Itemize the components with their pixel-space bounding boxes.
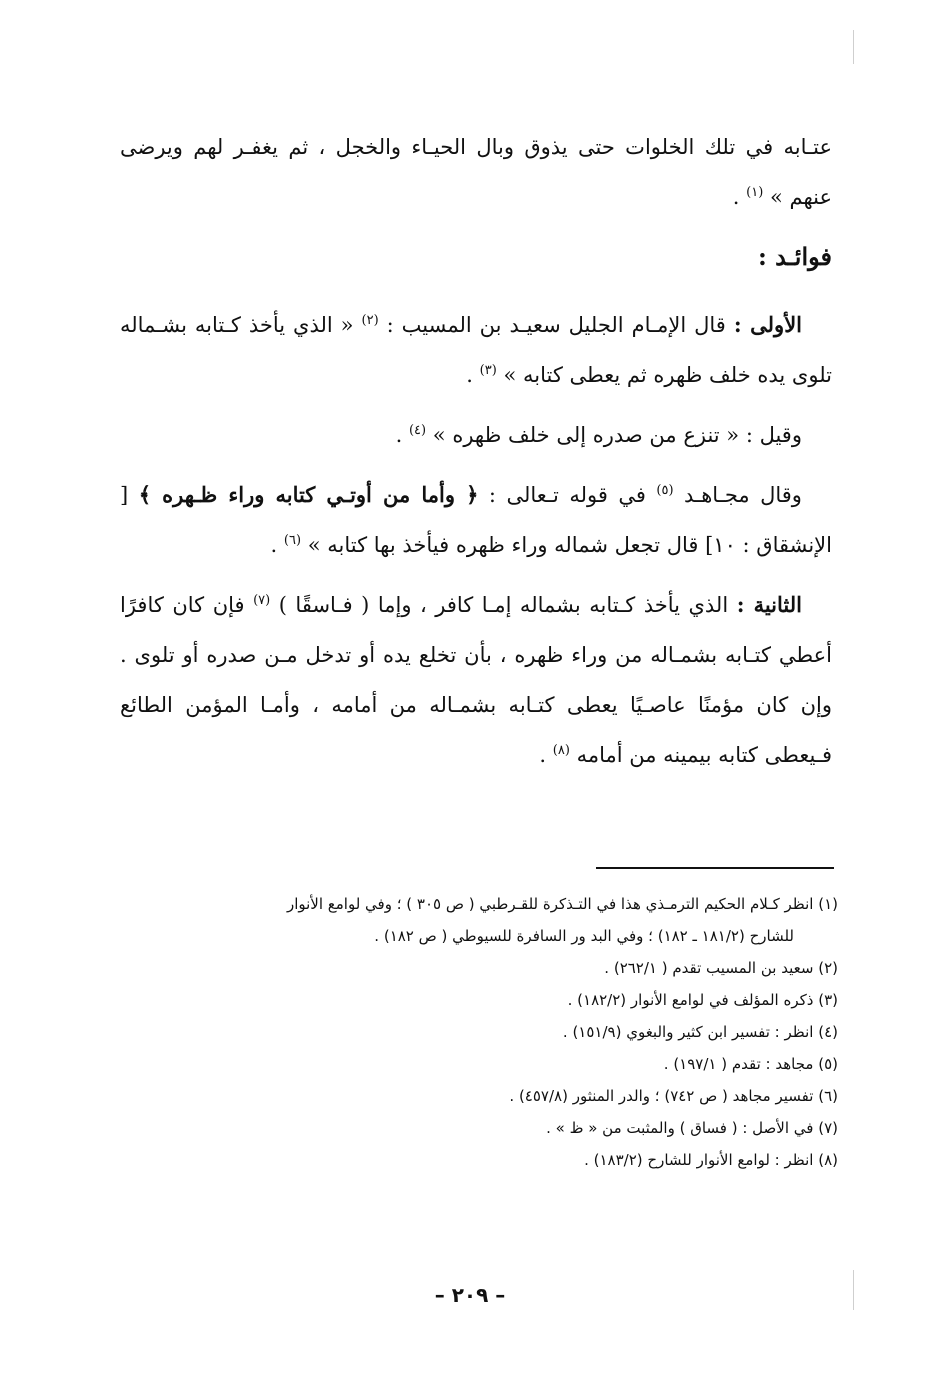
paragraph-first	[120, 300, 832, 400]
footnote-divider	[596, 867, 834, 869]
footnote-number: (١)	[818, 895, 838, 913]
paragraph-label: الثانية :	[736, 592, 802, 617]
paragraph-text: عتـابه في تلك الخلوات حتى يذوق وبال الحيـاء والخجل ، ثم يغفـر لهم ويرضى عنهم »	[120, 135, 832, 209]
footnote-ref[interactable]: (١)	[746, 185, 764, 200]
footnote-text: انظر كـلام الحكيم الترمـذي هذا في التـذكرة للقـرطبي ( ص ٣٠٥ ) ؛ وفي لوامع الأنوار	[286, 895, 814, 913]
footnote-text: ذكره المؤلف في لوامع الأنوار (١٨٢/٢) .	[567, 991, 814, 1009]
paragraph-text: « الذي يأخذ كـتابه بشـماله تلوى يده خلف ظهره ثم يعطى كتابه »	[120, 313, 832, 387]
footnote-5	[120, 1048, 838, 1080]
paragraph-text: وقال مجـاهـد	[684, 483, 802, 507]
footnote-ref[interactable]: (٤)	[408, 423, 427, 438]
paragraph-text: قال الإمـام الجليل سعيـد بن المسيب :	[386, 313, 726, 337]
scan-edge-mark	[853, 30, 854, 64]
footnote-ref[interactable]: (٢)	[361, 313, 379, 328]
paragraph-label: الأولى :	[733, 312, 803, 337]
footnote-6	[120, 1080, 838, 1112]
period: .	[466, 363, 473, 387]
page-number: – ٢٠٩ –	[434, 1283, 506, 1307]
main-text	[120, 122, 832, 790]
footnote-3	[120, 984, 838, 1016]
footnote-number: (٦)	[818, 1087, 838, 1105]
period: .	[270, 533, 278, 557]
footnote-text: سعيد بن المسيب تقدم ( ٢٦٢/١) .	[604, 959, 814, 977]
paragraph-qil	[120, 410, 832, 460]
footnote-7	[120, 1112, 838, 1144]
footnote-ref[interactable]: (٣)	[479, 363, 497, 378]
footnote-text: انظر : تفسير ابن كثير والبغوي (١٥١/٩) .	[562, 1023, 814, 1041]
footnote-number: (٤)	[818, 1023, 838, 1041]
period: .	[539, 743, 547, 767]
quran-verse: ﴿ وأما من أوتـي كتابه وراء ظـهره ﴾	[138, 482, 479, 507]
footnote-text: انظر : لوامع الأنوار للشارح (١٨٣/٢) .	[584, 1151, 814, 1169]
footnote-1	[120, 888, 838, 952]
paragraph-1	[120, 122, 832, 222]
paragraph-text: فإن كان كافرًا أعطي كتـابه بشمـاله من وراء ظهره ، بأن تخلع يده أو تدخل مـن صدره أو تلوى . وإن كان مؤمنًا عاصـيًا يعطى كتـابه بشمـاله من أمامه ، وأمـا المؤمن الطائع فـيعطى كتابه بيمينه من أمامه	[120, 593, 832, 767]
footnote-2	[120, 952, 838, 984]
footnote-ref[interactable]: (٨)	[552, 743, 570, 758]
footnote-4	[120, 1016, 838, 1048]
footnote-number: (٢)	[818, 959, 838, 977]
footnote-number: (٧)	[818, 1119, 838, 1137]
paragraph-text: الذي يأخذ كـتابه بشماله إمـا كافر ، وإما ( فـاسقًا )	[278, 593, 729, 617]
section-heading: فوائـد :	[757, 242, 832, 271]
footnote-text: في الأصل : ( فساق ) والمثبت من « ظ » .	[546, 1119, 814, 1137]
footnote-text-continued: للشارح (١٨١/٢ ـ ١٨٢) ؛ وفي البد ور السافرة للسيوطي ( ص ١٨٢) .	[374, 927, 794, 945]
footnotes	[120, 888, 838, 1176]
footnote-ref[interactable]: (٦)	[283, 533, 302, 548]
footnote-text: مجاهد : تقدم ( ١٩٧/١) .	[663, 1055, 814, 1073]
footnote-ref[interactable]: (٧)	[253, 593, 271, 608]
footnote-text: تفسير مجاهد ( ص ٧٤٢) ؛ والدر المنثور (٤٥٧/٨) .	[509, 1087, 814, 1105]
paragraph-mujahid	[120, 470, 832, 570]
paragraph-second	[120, 580, 832, 780]
paragraph-text: [ الإنشقاق : ١٠] قال تجعل شماله وراء ظهره فيأخذ بها كتابه »	[120, 483, 832, 557]
paragraph-text: في قوله تـعالى :	[488, 483, 646, 507]
paragraph-text: وقيل : « تنزع من صدره إلى خلف ظهره »	[432, 423, 802, 447]
footnote-8	[120, 1144, 838, 1176]
period: .	[395, 423, 403, 447]
footnote-number: (٨)	[818, 1151, 838, 1169]
footnote-ref[interactable]: (٥)	[656, 483, 674, 498]
period: .	[732, 185, 740, 209]
footnote-number: (٥)	[818, 1055, 838, 1073]
footnote-number: (٣)	[818, 991, 838, 1009]
